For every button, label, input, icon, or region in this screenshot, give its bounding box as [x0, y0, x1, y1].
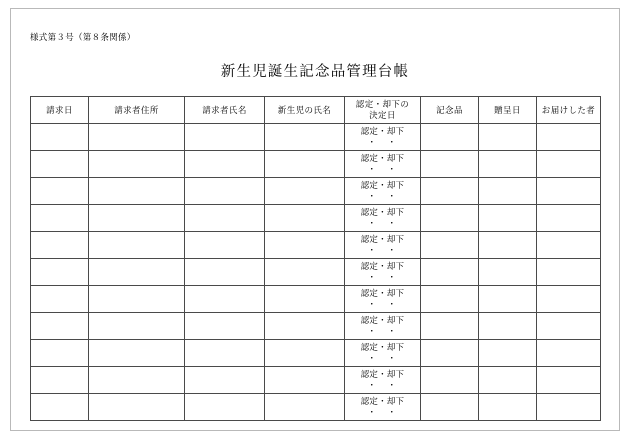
cell-presentation-date[interactable] — [479, 205, 537, 232]
cell-gift[interactable] — [421, 367, 479, 394]
column-header-gift: 記念品 — [421, 97, 479, 124]
cell-requester-name[interactable] — [185, 232, 265, 259]
table-body — [31, 124, 601, 421]
cell-newborn-name[interactable] — [265, 232, 345, 259]
table-row — [31, 286, 601, 313]
decision-label: 認定・却下 — [360, 180, 405, 191]
cell-requester-name[interactable] — [185, 367, 265, 394]
cell-presentation-date[interactable] — [479, 313, 537, 340]
cell-deliverer[interactable] — [537, 286, 601, 313]
cell-requester-name[interactable] — [185, 259, 265, 286]
decision-date-blank: ・ ・ — [367, 191, 398, 201]
page-title: 新生児誕生記念品管理台帳 — [220, 64, 410, 80]
cell-newborn-name[interactable] — [265, 205, 345, 232]
decision-date-blank: ・ ・ — [367, 164, 398, 174]
cell-gift[interactable] — [421, 232, 479, 259]
decision-label: 認定・却下 — [360, 396, 405, 407]
cell-decision-date[interactable] — [345, 259, 421, 286]
cell-newborn-name[interactable] — [265, 367, 345, 394]
decision-label: 認定・却下 — [360, 315, 405, 326]
cell-deliverer[interactable] — [537, 313, 601, 340]
cell-decision-date[interactable] — [345, 124, 421, 151]
cell-presentation-date[interactable] — [479, 232, 537, 259]
cell-request-date[interactable] — [31, 367, 89, 394]
cell-gift[interactable] — [421, 178, 479, 205]
decision-label: 認定・却下 — [360, 288, 405, 299]
decision-date-blank: ・ ・ — [367, 299, 398, 309]
cell-presentation-date[interactable] — [479, 340, 537, 367]
decision-label: 認定・却下 — [360, 153, 405, 164]
cell-request-date[interactable] — [31, 124, 89, 151]
cell-requester-name[interactable] — [185, 286, 265, 313]
cell-requester-address[interactable] — [89, 286, 185, 313]
cell-newborn-name[interactable] — [265, 313, 345, 340]
column-header-decision-date-line2: 決定日 — [369, 110, 396, 120]
table-row — [31, 232, 601, 259]
cell-deliverer[interactable] — [537, 394, 601, 421]
cell-presentation-date[interactable] — [479, 151, 537, 178]
cell-request-date[interactable] — [31, 178, 89, 205]
cell-deliverer[interactable] — [537, 232, 601, 259]
cell-deliverer[interactable] — [537, 259, 601, 286]
column-header-decision-date — [345, 97, 421, 124]
decision-date-blank: ・ ・ — [367, 137, 398, 147]
cell-decision-date[interactable] — [345, 178, 421, 205]
column-header-newborn-name: 新生児の氏名 — [265, 97, 345, 124]
cell-requester-name[interactable] — [185, 394, 265, 421]
cell-gift[interactable] — [421, 151, 479, 178]
cell-presentation-date[interactable] — [479, 178, 537, 205]
cell-requester-name[interactable] — [185, 340, 265, 367]
cell-requester-address[interactable] — [89, 259, 185, 286]
cell-decision-date[interactable] — [345, 394, 421, 421]
table-row — [31, 259, 601, 286]
table-row — [31, 340, 601, 367]
cell-gift[interactable] — [421, 394, 479, 421]
decision-date-blank: ・ ・ — [367, 380, 398, 390]
decision-label: 認定・却下 — [360, 342, 405, 353]
decision-label: 認定・却下 — [360, 126, 405, 137]
cell-request-date[interactable] — [31, 259, 89, 286]
table-row — [31, 205, 601, 232]
cell-newborn-name[interactable] — [265, 178, 345, 205]
cell-deliverer[interactable] — [537, 151, 601, 178]
column-header-presentation-date: 贈呈日 — [479, 97, 537, 124]
decision-label: 認定・却下 — [360, 207, 405, 218]
cell-gift[interactable] — [421, 259, 479, 286]
cell-requester-address[interactable] — [89, 232, 185, 259]
cell-request-date[interactable] — [31, 286, 89, 313]
cell-requester-address[interactable] — [89, 151, 185, 178]
table-row — [31, 178, 601, 205]
cell-decision-date[interactable] — [345, 232, 421, 259]
cell-requester-address[interactable] — [89, 124, 185, 151]
cell-requester-address[interactable] — [89, 313, 185, 340]
cell-deliverer[interactable] — [537, 178, 601, 205]
ledger-table-container — [30, 96, 600, 421]
table-header-row — [31, 97, 601, 124]
cell-deliverer[interactable] — [537, 124, 601, 151]
cell-requester-name[interactable] — [185, 151, 265, 178]
cell-request-date[interactable] — [31, 205, 89, 232]
cell-requester-name[interactable] — [185, 313, 265, 340]
cell-request-date[interactable] — [31, 313, 89, 340]
cell-deliverer[interactable] — [537, 205, 601, 232]
cell-request-date[interactable] — [31, 232, 89, 259]
cell-gift[interactable] — [421, 313, 479, 340]
cell-requester-address[interactable] — [89, 205, 185, 232]
cell-requester-address[interactable] — [89, 340, 185, 367]
table-row — [31, 367, 601, 394]
cell-decision-date[interactable] — [345, 286, 421, 313]
ledger-table — [30, 96, 601, 421]
table-header — [31, 97, 601, 124]
decision-date-blank: ・ ・ — [367, 218, 398, 228]
decision-label: 認定・却下 — [360, 261, 405, 272]
cell-requester-address[interactable] — [89, 367, 185, 394]
cell-requester-name[interactable] — [185, 205, 265, 232]
cell-request-date[interactable] — [31, 340, 89, 367]
cell-decision-date[interactable] — [345, 340, 421, 367]
cell-deliverer[interactable] — [537, 367, 601, 394]
cell-presentation-date[interactable] — [479, 394, 537, 421]
cell-newborn-name[interactable] — [265, 340, 345, 367]
column-header-request-date: 請求日 — [31, 97, 89, 124]
cell-decision-date[interactable] — [345, 205, 421, 232]
table-row — [31, 124, 601, 151]
form-number: 様式第３号（第８条関係） — [30, 32, 136, 42]
decision-label: 認定・却下 — [360, 369, 405, 380]
cell-deliverer[interactable] — [537, 340, 601, 367]
decision-date-blank: ・ ・ — [367, 407, 398, 417]
column-header-decision-date-line1: 認定・却下の — [355, 99, 410, 110]
cell-newborn-name[interactable] — [265, 151, 345, 178]
cell-gift[interactable] — [421, 124, 479, 151]
table-row — [31, 151, 601, 178]
column-header-deliverer: お届けした者 — [537, 97, 601, 124]
cell-requester-name[interactable] — [185, 178, 265, 205]
cell-presentation-date[interactable] — [479, 124, 537, 151]
cell-newborn-name[interactable] — [265, 124, 345, 151]
decision-date-blank: ・ ・ — [367, 245, 398, 255]
cell-decision-date[interactable] — [345, 313, 421, 340]
cell-newborn-name[interactable] — [265, 286, 345, 313]
cell-requester-address[interactable] — [89, 178, 185, 205]
cell-requester-name[interactable] — [185, 124, 265, 151]
decision-date-blank: ・ ・ — [367, 353, 398, 363]
cell-request-date[interactable] — [31, 394, 89, 421]
table-row — [31, 313, 601, 340]
decision-date-blank: ・ ・ — [367, 272, 398, 282]
cell-newborn-name[interactable] — [265, 259, 345, 286]
decision-label: 認定・却下 — [360, 234, 405, 245]
cell-requester-address[interactable] — [89, 394, 185, 421]
cell-gift[interactable] — [421, 286, 479, 313]
cell-request-date[interactable] — [31, 151, 89, 178]
column-header-requester-address: 請求者住所 — [89, 97, 185, 124]
column-header-requester-name: 請求者氏名 — [185, 97, 265, 124]
cell-gift[interactable] — [421, 340, 479, 367]
cell-gift[interactable] — [421, 205, 479, 232]
cell-presentation-date[interactable] — [479, 286, 537, 313]
cell-decision-date[interactable] — [345, 367, 421, 394]
cell-newborn-name[interactable] — [265, 394, 345, 421]
table-row — [31, 394, 601, 421]
decision-date-blank: ・ ・ — [367, 326, 398, 336]
cell-decision-date[interactable] — [345, 151, 421, 178]
cell-presentation-date[interactable] — [479, 367, 537, 394]
cell-presentation-date[interactable] — [479, 259, 537, 286]
